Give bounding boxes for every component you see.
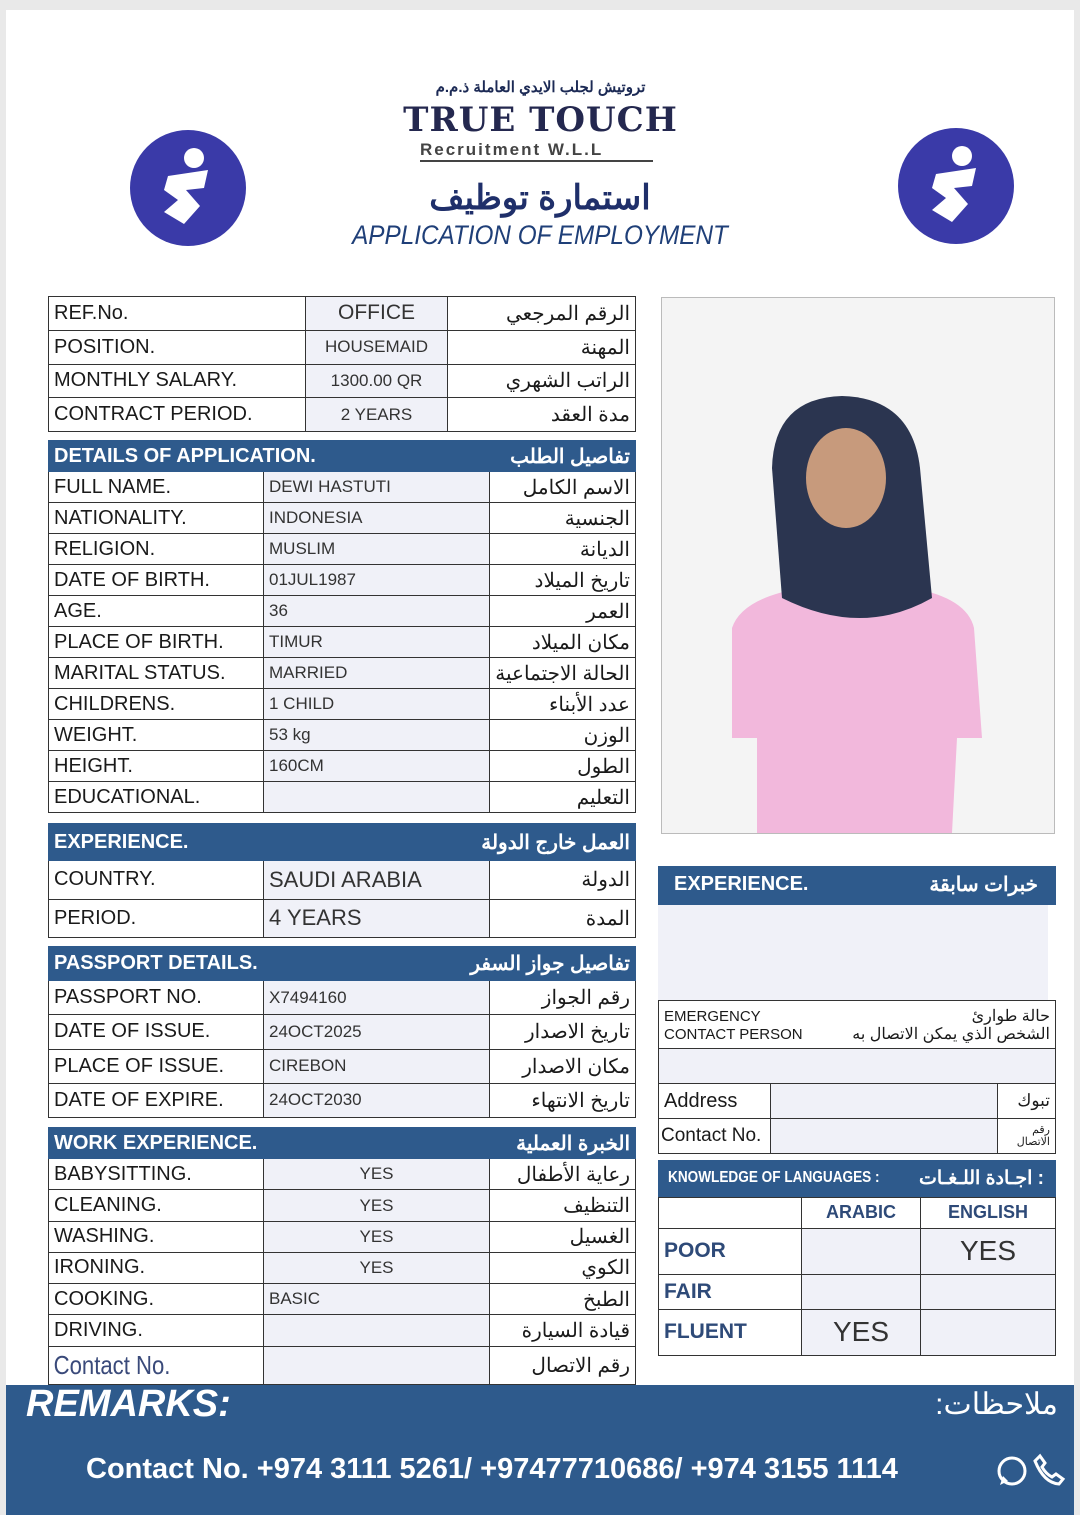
table-row [49,1015,636,1049]
address-value-arabic: تبوك [997,1084,1055,1119]
emergency-label-arabic: حالة طوارئ [971,1007,1050,1025]
table-row [49,503,636,534]
table-row [49,398,636,432]
field-label: CHILDRENS. [49,689,264,720]
field-label: NATIONALITY. [49,503,264,534]
table-row [49,330,636,364]
table-row [49,1190,636,1221]
field-value[interactable]: 36 [264,596,490,627]
field-label-arabic: الدولة [490,861,636,899]
field-value[interactable]: SAUDI ARABIA [264,861,490,899]
field-label: WASHING. [49,1221,264,1252]
field-value[interactable]: INDONESIA [264,503,490,534]
table-row [49,596,636,627]
field-label-arabic: المهنة [448,330,636,364]
table-row [49,364,636,398]
field-label: EDUCATIONAL. [49,782,264,813]
table-row [49,751,636,782]
field-label-arabic: رقم الاتصال [490,1346,636,1384]
contact-person-label: CONTACT PERSON [664,1025,803,1043]
field-value[interactable]: 01JUL1987 [264,565,490,596]
address-field[interactable] [771,1084,998,1119]
contact-field[interactable] [771,1119,998,1154]
field-label-arabic: رعاية الأطفال [490,1159,636,1190]
applicant-photo-image [662,298,1054,833]
language-arabic-value[interactable]: YES [802,1309,921,1355]
languages-column-header [659,1198,1056,1229]
field-value[interactable]: 4 YEARS [264,899,490,937]
right-experience-title: EXPERIENCE. [674,873,809,895]
form-title: APPLICATION OF EMPLOYMENT [352,220,728,250]
field-label: IRONING. [49,1252,264,1283]
field-label-arabic: مكان الميلاد [490,627,636,658]
field-label-arabic: الكوي [490,1252,636,1283]
applicant-photo [661,297,1055,834]
field-label: HEIGHT. [49,751,264,782]
field-value[interactable] [264,782,490,813]
language-column: ARABIC [802,1198,921,1229]
field-value[interactable]: MARRIED [264,658,490,689]
field-label: PLACE OF ISSUE. [49,1049,264,1083]
experience-table [48,823,636,938]
field-label: PERIOD. [49,899,264,937]
section-title-arabic: العمل خارج الدولة [344,824,636,861]
field-label-arabic: الاسم الكامل [490,472,636,503]
field-value[interactable]: 53 kg [264,720,490,751]
table-row [49,1284,636,1315]
field-label: RELIGION. [49,534,264,565]
field-value[interactable]: 1 CHILD [264,689,490,720]
field-label: PASSPORT NO. [49,981,264,1015]
field-label: PLACE OF BIRTH. [49,627,264,658]
experience-header [49,824,636,861]
form-title-arabic: استمارة توظيف [429,179,651,217]
work-experience-table [48,1127,636,1385]
field-label-arabic: عدد الأبناء [490,689,636,720]
field-label: REF.No. [49,297,306,331]
table-row [49,565,636,596]
field-label-arabic: تاريخ الاصدار [490,1015,636,1049]
field-value: HOUSEMAID [306,330,448,364]
emergency-contact-name-field[interactable] [659,1049,1056,1084]
table-row [49,899,636,937]
field-label-arabic: تاريخ الميلاد [490,565,636,596]
work-header [49,1128,636,1159]
phone-icon [1032,1453,1066,1487]
table-row [49,297,636,331]
section-title: PASSPORT DETAILS. [49,947,344,981]
field-label: CONTRACT PERIOD. [49,398,306,432]
field-label-arabic: الطول [490,751,636,782]
languages-table [658,1197,1056,1356]
field-label-arabic: رقم الجواز [490,981,636,1015]
field-label-arabic: الراتب الشهري [448,364,636,398]
table-row [49,1221,636,1252]
passport-table [48,946,636,1118]
empty-cell [659,1198,802,1229]
table-row [49,981,636,1015]
field-label-arabic: الطبخ [490,1284,636,1315]
field-label-arabic: مدة العقد [448,398,636,432]
field-label-arabic: تاريخ الانتهاء [490,1083,636,1117]
language-row [659,1228,1056,1274]
emergency-contact-table [658,1000,1056,1153]
table-row [49,1049,636,1083]
field-label: FULL NAME. [49,472,264,503]
table-row [49,1315,636,1346]
language-row [659,1274,1056,1309]
field-label-arabic: الجنسية [490,503,636,534]
table-row [49,782,636,813]
field-value: 2 YEARS [306,398,448,432]
company-subtitle: Recruitment W.L.L [420,140,653,162]
field-value[interactable]: YES [264,1190,490,1221]
field-value[interactable]: 160CM [264,751,490,782]
field-label: POSITION. [49,330,306,364]
field-label: AGE. [49,596,264,627]
field-label: DRIVING. [49,1315,264,1346]
right-experience-field[interactable] [658,905,1048,1000]
table-row [49,1346,636,1384]
field-value: OFFICE [306,297,448,331]
remarks-label: REMARKS: [26,1383,231,1425]
section-title-arabic: الخبرة العملية [344,1128,636,1159]
field-value[interactable] [264,1346,490,1384]
field-label: DATE OF ISSUE. [49,1015,264,1049]
field-label: DATE OF BIRTH. [49,565,264,596]
field-value[interactable]: BASIC [264,1284,490,1315]
right-experience-title-arabic: خبرات سابقة [929,874,1038,896]
passport-header [49,947,636,981]
field-value[interactable]: YES [264,1159,490,1190]
languages-title-arabic: اجـادة اللـغـات : [918,1168,1044,1189]
field-label: MARITAL STATUS. [49,658,264,689]
contact-label-arabic: رقم الاتصال [997,1119,1055,1154]
whatsapp-icon [996,1455,1028,1487]
field-label: COOKING. [49,1284,264,1315]
details-table [48,440,636,813]
table-row [49,658,636,689]
table-row [49,689,636,720]
table-row [49,720,636,751]
remarks-section [6,1385,1074,1515]
table-row [49,861,636,899]
field-value[interactable]: 24OCT2030 [264,1083,490,1117]
top-table [48,296,636,432]
emergency-label: EMERGENCY [664,1007,761,1025]
languages-header [658,1160,1056,1197]
languages-title: KNOWLEDGE OF LANGUAGES : [668,1169,880,1186]
table-row [49,534,636,565]
field-label-arabic: المدة [490,899,636,937]
field-value[interactable] [264,1315,490,1346]
company-name-arabic: تروتيش لجلب الايدي العاملة ذ.م.م [435,79,646,96]
company-logo-icon [128,128,248,248]
section-title: DETAILS OF APPLICATION. [49,441,344,472]
footer-contact-numbers: Contact No. +974 3111 5261/ +97477710686/ +974 3155 1114 [86,1453,898,1485]
field-label-arabic: مكان الاصدار [490,1049,636,1083]
company-name: TRUE TOUCH [403,100,678,140]
field-label: BABYSITTING. [49,1159,264,1190]
section-title: EXPERIENCE. [49,824,344,861]
language-english-value[interactable]: YES [921,1228,1056,1274]
language-level: FLUENT [659,1309,802,1355]
field-value[interactable]: YES [264,1252,490,1283]
language-arabic-value[interactable] [802,1274,921,1309]
section-title-arabic: تفاصيل جواز السفر [344,947,636,981]
field-label: WEIGHT. [49,720,264,751]
field-label: CLEANING. [49,1190,264,1221]
company-logo-icon [896,126,1016,246]
field-label-arabic: الوزن [490,720,636,751]
contact-person-label-arabic: الشخص الذي يمكن الاتصال به [852,1025,1050,1043]
table-row [49,1252,636,1283]
field-label-arabic: الغسيل [490,1221,636,1252]
language-column: ENGLISH [921,1198,1056,1229]
language-english-value[interactable] [921,1309,1056,1355]
right-experience-header [658,866,1056,905]
field-label-arabic: الديانة [490,534,636,565]
field-label: Contact No. [49,1346,232,1384]
address-label: Address [659,1084,771,1119]
language-level: FAIR [659,1274,802,1309]
field-label-arabic: قيادة السيارة [490,1315,636,1346]
field-label: COUNTRY. [49,861,264,899]
contact-label: Contact No. [659,1119,771,1154]
field-label-arabic: التنظيف [490,1190,636,1221]
field-value: 1300.00 QR [306,364,448,398]
field-label-arabic: الرقم المرجعي [448,297,636,331]
language-arabic-value[interactable] [802,1228,921,1274]
details-header [49,441,636,472]
table-row [49,627,636,658]
field-value[interactable]: MUSLIM [264,534,490,565]
table-row [49,1159,636,1190]
language-english-value[interactable] [921,1274,1056,1309]
table-row [49,1083,636,1117]
field-label-arabic: التعليم [490,782,636,813]
field-value[interactable]: 24OCT2025 [264,1015,490,1049]
field-label-arabic: الحالة الاجتماعية [490,658,636,689]
field-value[interactable]: TIMUR [264,627,490,658]
table-row [49,472,636,503]
field-value[interactable]: DEWI HASTUTI [264,472,490,503]
language-row [659,1309,1056,1355]
section-title: WORK EXPERIENCE. [49,1128,344,1159]
remarks-label-arabic: ملاحظات: [935,1388,1058,1421]
field-value[interactable]: YES [264,1221,490,1252]
field-value[interactable]: CIREBON [264,1049,490,1083]
language-level: POOR [659,1228,802,1274]
field-label-arabic: العمر [490,596,636,627]
field-label: DATE OF EXPIRE. [49,1083,264,1117]
field-value[interactable]: X7494160 [264,981,490,1015]
field-label: MONTHLY SALARY. [49,364,306,398]
section-title-arabic: تفاصيل الطلب [344,441,636,472]
